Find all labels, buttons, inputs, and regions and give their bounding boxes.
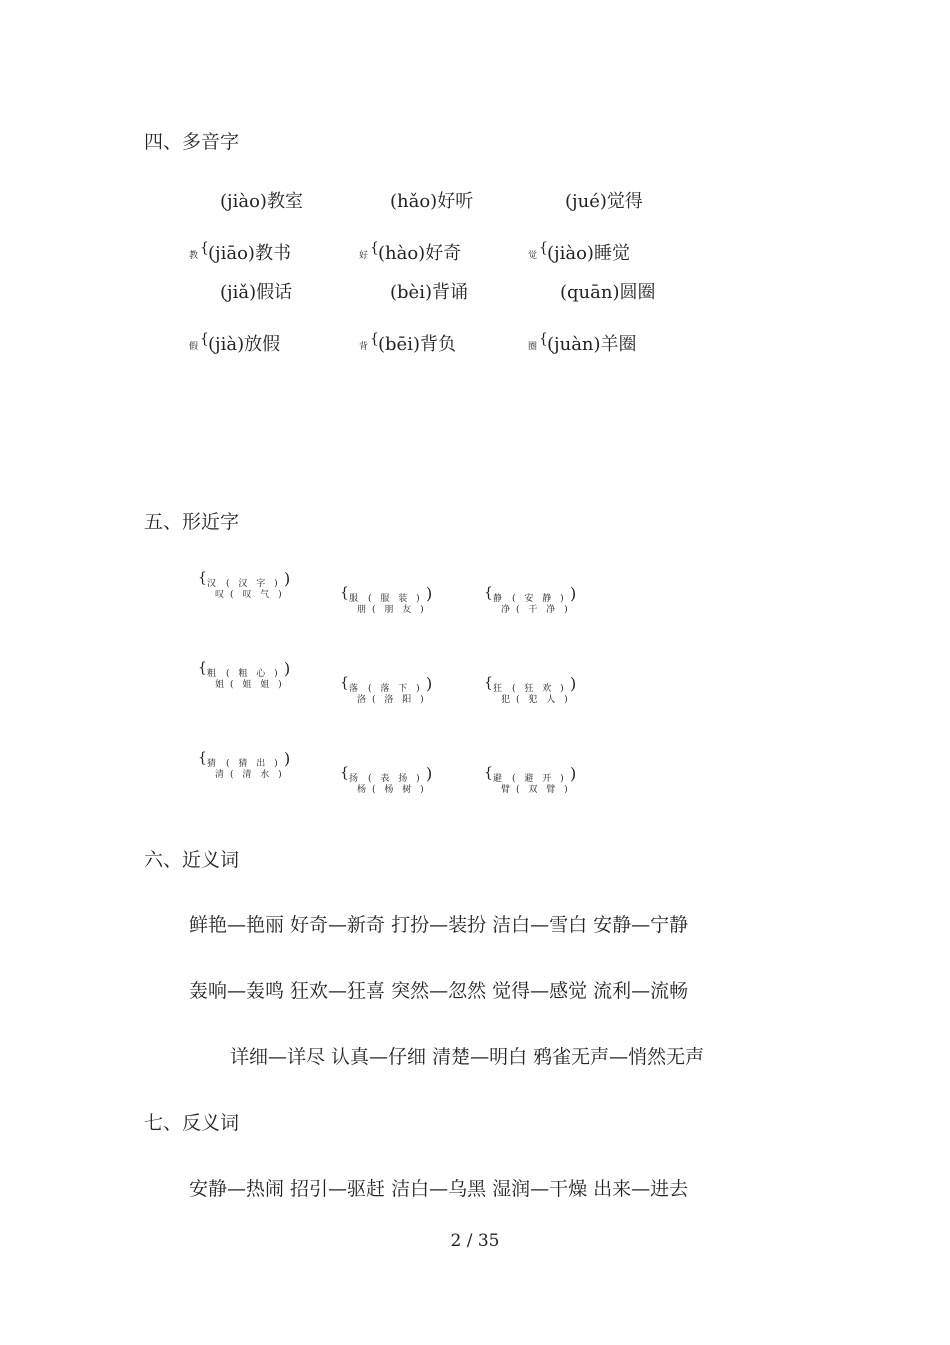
brace-glyph: { — [539, 240, 548, 256]
paren-glyph: ) — [284, 659, 291, 678]
polyphone-head: 背 — [359, 342, 369, 352]
similar-char-b: 叹 — [215, 590, 228, 600]
similar-char-b: 清 — [215, 770, 228, 780]
polyphone-head: 教 — [189, 251, 199, 261]
paren-glyph: ) — [426, 764, 433, 783]
polyphone-bottom: (hào)好奇 — [378, 243, 462, 264]
similar-word-b-text: 清 水 — [242, 770, 273, 780]
similar-word-a: ( 狂 欢 ) — [512, 684, 567, 694]
similar-char-a: 服 — [349, 594, 362, 604]
similar-word-b: ( 双 臂 ) — [516, 785, 571, 795]
paren-glyph: ) — [570, 584, 577, 603]
section-5-title: 五、形近字 — [144, 511, 240, 533]
brace-glyph: { — [340, 585, 349, 601]
similar-word-b: ( 杨 树 ) — [372, 785, 427, 795]
similar-char-a: 落 — [349, 684, 362, 694]
paren-glyph: ) — [284, 569, 291, 588]
similar-word-a: ( 避 开 ) — [512, 774, 567, 784]
similar-char-a: 静 — [493, 594, 506, 604]
paren-glyph: ) — [426, 584, 433, 603]
brace-glyph: { — [539, 331, 548, 347]
similar-word-b-text: 叹 气 — [242, 590, 273, 600]
similar-char-b: 姐 — [215, 680, 228, 690]
polyphone-bottom: (bēi)背负 — [378, 334, 456, 355]
similar-char-a: 粗 — [207, 669, 220, 679]
similar-word-a-text: 汉 字 — [238, 579, 269, 589]
polyphone-head: 好 — [359, 251, 369, 261]
similar-char-b: 洛 — [357, 695, 370, 705]
brace-glyph: { — [200, 240, 209, 256]
similar-word-b-text: 犯 人 — [528, 695, 559, 705]
polyphone-top: (jué)觉得 — [565, 191, 643, 212]
similar-word-b-text: 洛 阳 — [384, 695, 415, 705]
paren-glyph: ) — [570, 764, 577, 783]
section-7-title: 七、反义词 — [144, 1112, 240, 1134]
similar-word-a-text: 避 开 — [524, 774, 555, 784]
similar-word-a: ( 汉 字 ) — [226, 579, 281, 589]
similar-char-a: 猜 — [207, 759, 220, 769]
similar-word-a: ( 落 下 ) — [368, 684, 423, 694]
similar-word-b: ( 叹 气 ) — [230, 590, 285, 600]
brace-glyph: { — [198, 660, 207, 676]
paren-glyph: ) — [284, 749, 291, 768]
similar-word-b-text: 姐 姐 — [242, 680, 273, 690]
similar-char-a: 狂 — [493, 684, 506, 694]
polyphone-head: 圈 — [528, 342, 538, 352]
similar-char-b: 朋 — [357, 605, 370, 615]
antonym-line: 安静—热闹 招引—驱赶 洁白—乌黑 湿润—干燥 出来—进去 — [189, 1178, 689, 1200]
similar-word-a: ( 安 静 ) — [512, 594, 567, 604]
similar-word-a: ( 表 扬 ) — [368, 774, 423, 784]
similar-char-b: 杨 — [357, 785, 370, 795]
brace-glyph: { — [484, 585, 493, 601]
similar-word-a-text: 安 静 — [524, 594, 555, 604]
brace-glyph: { — [198, 750, 207, 766]
similar-word-b-text: 干 净 — [528, 605, 559, 615]
similar-char-b: 犯 — [501, 695, 514, 705]
similar-word-b: ( 姐 姐 ) — [230, 680, 285, 690]
polyphone-top: (hǎo)好听 — [390, 191, 474, 212]
similar-char-a: 扬 — [349, 774, 362, 784]
similar-word-b: ( 朋 友 ) — [372, 605, 427, 615]
polyphone-top: (jiǎ)假话 — [220, 282, 293, 303]
similar-char-b: 净 — [501, 605, 514, 615]
brace-glyph: { — [200, 331, 209, 347]
polyphone-top: (jiào)教室 — [220, 191, 303, 212]
brace-glyph: { — [340, 675, 349, 691]
brace-glyph: { — [484, 675, 493, 691]
polyphone-head: 假 — [189, 342, 199, 352]
similar-char-a: 汉 — [207, 579, 220, 589]
similar-word-a-text: 狂 欢 — [524, 684, 555, 694]
similar-word-b: ( 犯 人 ) — [516, 695, 571, 705]
similar-word-b: ( 清 水 ) — [230, 770, 285, 780]
synonym-line: 轰响—轰鸣 狂欢—狂喜 突然—忽然 觉得—感觉 流利—流畅 — [189, 980, 689, 1002]
similar-char-b: 臂 — [501, 785, 514, 795]
brace-glyph: { — [198, 570, 207, 586]
brace-glyph: { — [340, 765, 349, 781]
similar-word-a-text: 粗 心 — [238, 669, 269, 679]
similar-word-a: ( 猜 出 ) — [226, 759, 281, 769]
brace-glyph: { — [370, 240, 379, 256]
synonym-line: 鲜艳—艳丽 好奇—新奇 打扮—装扮 洁白—雪白 安静—宁静 — [189, 914, 689, 936]
section-6-title: 六、近义词 — [144, 849, 240, 871]
similar-word-a-text: 猜 出 — [238, 759, 269, 769]
similar-word-b-text: 双 臂 — [528, 785, 559, 795]
polyphone-top: (quān)圆圈 — [560, 282, 656, 303]
brace-glyph: { — [484, 765, 493, 781]
similar-word-a: ( 服 装 ) — [368, 594, 423, 604]
synonym-line: 详细—详尽 认真—仔细 清楚—明白 鸦雀无声—悄然无声 — [230, 1046, 705, 1068]
similar-word-b: ( 干 净 ) — [516, 605, 571, 615]
polyphone-bottom: (jiào)睡觉 — [547, 243, 630, 264]
similar-word-a-text: 表 扬 — [380, 774, 411, 784]
similar-word-a-text: 落 下 — [380, 684, 411, 694]
paren-glyph: ) — [426, 674, 433, 693]
similar-char-a: 避 — [493, 774, 506, 784]
polyphone-bottom: (juàn)羊圈 — [547, 334, 637, 355]
section-4-title: 四、多音字 — [144, 131, 240, 153]
paren-glyph: ) — [570, 674, 577, 693]
polyphone-top: (bèi)背诵 — [390, 282, 468, 303]
polyphone-bottom: (jiāo)教书 — [208, 243, 291, 264]
similar-word-a-text: 服 装 — [380, 594, 411, 604]
similar-word-a: ( 粗 心 ) — [226, 669, 281, 679]
page-number: 2 / 35 — [450, 1231, 500, 1251]
similar-word-b-text: 朋 友 — [384, 605, 415, 615]
brace-glyph: { — [370, 331, 379, 347]
similar-word-b-text: 杨 树 — [384, 785, 415, 795]
similar-word-b: ( 洛 阳 ) — [372, 695, 427, 705]
polyphone-head: 觉 — [528, 251, 538, 261]
polyphone-bottom: (jià)放假 — [208, 334, 281, 355]
